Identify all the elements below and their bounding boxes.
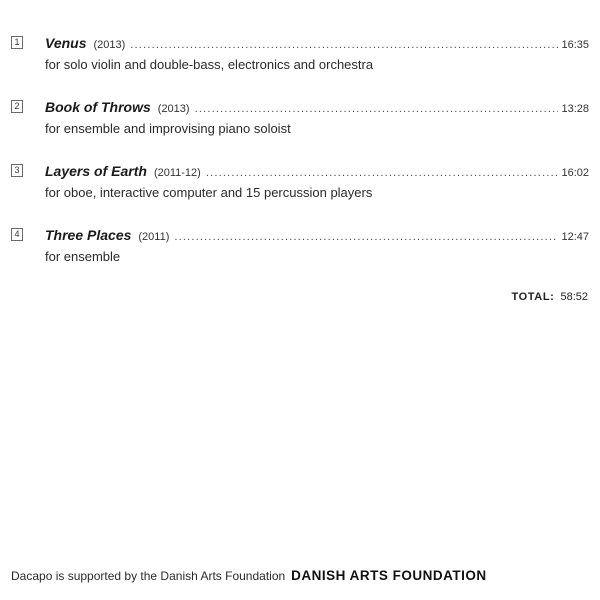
track-duration: 16:35 [561, 39, 589, 51]
total-duration [512, 291, 589, 303]
track-2 [0, 99, 600, 149]
track-year: (2013) [157, 103, 190, 115]
track-year: (2011-12) [153, 167, 201, 179]
track-title: Venus [45, 35, 87, 51]
track-instrumentation: for oboe, interactive computer and 15 percussion players [45, 185, 373, 200]
track-duration: 13:28 [561, 103, 589, 115]
track-instrumentation: for ensemble [45, 249, 121, 264]
track-number-box: 1 [11, 36, 23, 49]
track-instrumentation: for ensemble and improvising piano soloist [45, 121, 291, 136]
total-label: TOTAL: [511, 291, 555, 303]
track-year: (2013) [93, 39, 126, 51]
track-title: Layers of Earth [45, 163, 147, 179]
track-duration: 12:47 [561, 231, 589, 243]
track-number-box: 2 [11, 100, 23, 113]
track-title: Three Places [45, 227, 132, 243]
track-title-line [45, 163, 589, 179]
dot-leader [174, 231, 558, 243]
track-title-line [45, 35, 589, 51]
track-3 [0, 163, 600, 213]
dot-leader [130, 39, 558, 51]
track-title-line [45, 227, 589, 243]
dot-leader [206, 167, 559, 179]
dot-leader [195, 103, 559, 115]
footer [11, 568, 487, 583]
track-year: (2011) [138, 231, 170, 243]
danish-arts-foundation-logo: DANISH ARTS FOUNDATION [291, 568, 487, 583]
total-value: 58:52 [560, 291, 588, 303]
footer-support-text: Dacapo is supported by the Danish Arts Foundation [11, 569, 286, 583]
track-duration: 16:02 [561, 167, 589, 179]
track-1 [0, 35, 600, 85]
track-instrumentation: for solo violin and double-bass, electronics and orchestra [45, 57, 374, 72]
track-number-box: 3 [11, 164, 23, 177]
track-title-line [45, 99, 589, 115]
track-4 [0, 227, 600, 277]
track-title: Book of Throws [45, 99, 151, 115]
track-number-box: 4 [11, 228, 23, 241]
